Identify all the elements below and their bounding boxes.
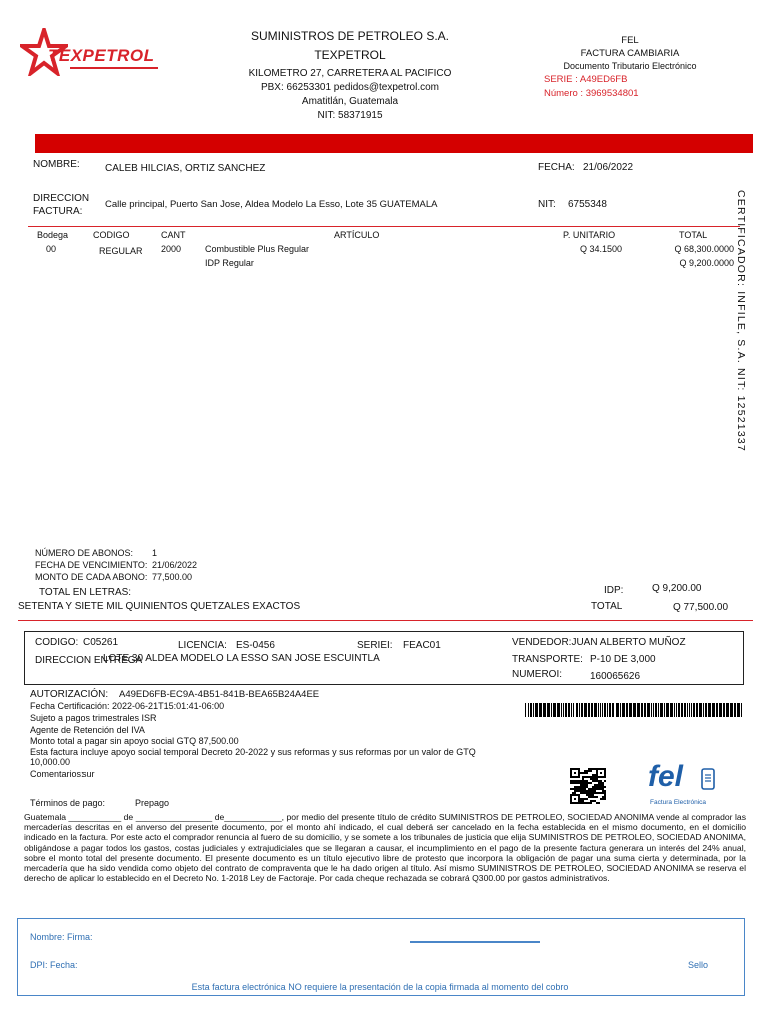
- codigo-label: CODIGO:: [35, 637, 79, 648]
- vencimiento-label: FECHA DE VENCIMIENTO:: [35, 560, 148, 570]
- serie-value: FEAC01: [403, 640, 441, 651]
- numero-label: NUMEROI:: [512, 669, 562, 680]
- signature-sello: Sello: [688, 960, 709, 970]
- customer-address: Calle principal, Puerto San Jose, Aldea Modelo La Esso, Lote 35 GUATEMALA: [105, 199, 438, 210]
- item-articulo-2: IDP Regular: [205, 258, 254, 268]
- certifier-label: CERTIFICADOR: INFILE, S.A. NIT: 12521337: [735, 190, 747, 452]
- terminos-label: Términos de pago:: [30, 798, 106, 808]
- legal-text: Guatemala ___________ de ________________ de____________, por medio del presente título de crédito SUMINISTROS DE PETROLEO, SOCIEDAD ANONIMA vende al comprador las mercaderías descritas en el anverso del presente documento, por el monto ahí indicado, el cual deberá ser cancelado en la fecha establecida en el mismo documento, en el domicilio indicado en la factura. Por este acto el comprador renuncia al fuero de su domicilio, y se somete a los tribunales de justicia que elija SUMINISTROS DE PETROLEO, SOCIEDAD ANONIMA, obligándose a pagar todos los gastos, costas judiciales y extrajudiciales que se llegaran a causar, el incumplimiento en el pago de la presente factura generara un interés del 24% anual, sobre el monto total del presente documento. El presente documento es un título ejecutivo libre de protesto que incorpora la obligación de pagar una suma cierta y determinada, por la mercadería que ha sido vendida como objeto del contrato de compraventa que le ha dado origen al título. Así mismo SUMINISTROS DE PETROLEO, SOCIEDAD ANONIMA se reserva el derecho de aplicar lo establecido en el Decreto No. 1-2018 Ley de Factoraje. Por cada cheque rechazada se cobrará Q300.00 por gastos administrativos.: [24, 812, 746, 884]
- col-cant: CANT: [161, 230, 186, 240]
- total-letters: SETENTA Y SIETE MIL QUINIENTOS QUETZALES EXACTOS: [18, 601, 301, 612]
- codigo-value: C05261: [83, 637, 119, 648]
- customer-address-label-2: FACTURA:: [33, 206, 83, 217]
- invoice-date: 21/06/2022: [583, 162, 634, 173]
- doc-type: FACTURA CAMBIARIA: [580, 48, 680, 59]
- signature-dpi: DPI: Fecha:: [30, 960, 78, 970]
- customer-address-label-1: DIRECCION: [33, 193, 90, 204]
- barcode-icon: [525, 703, 745, 717]
- col-bodega: Bodega: [37, 230, 69, 240]
- customer-nit-label: NIT:: [538, 199, 556, 210]
- licencia-value: ES-0456: [236, 640, 275, 651]
- doc-numero: Número : 3969534801: [544, 88, 639, 99]
- fel-logo: [646, 760, 718, 808]
- transporte-value: P-10 DE 3,000: [590, 654, 656, 665]
- vendedor: VENDEDOR:JUAN ALBERTO MUÑOZ: [512, 637, 686, 648]
- header-red-bar: [35, 134, 753, 153]
- total-letters-label: TOTAL EN LETRAS:: [39, 587, 132, 598]
- item-articulo: Combustible Plus Regular: [205, 244, 310, 254]
- vencimiento-value: 21/06/2022: [152, 560, 198, 570]
- company-address: KILOMETRO 27, CARRETERA AL PACIFICO: [248, 68, 452, 79]
- doc-subtitle: Documento Tributario Electrónico: [563, 61, 697, 71]
- licencia-label: LICENCIA:: [178, 640, 227, 651]
- col-unit-price: P. UNITARIO: [563, 230, 616, 240]
- item-total: Q 68,300.0000: [674, 244, 734, 254]
- company-brand: TEXPETROL: [314, 48, 386, 62]
- totals-line: [18, 620, 753, 621]
- customer-name-label: NOMBRE:: [33, 159, 80, 170]
- comentarios-value: sur: [82, 769, 95, 779]
- monto-abono-value: 77,500.00: [152, 572, 193, 582]
- monto-abono-label: MONTO DE CADA ABONO:: [35, 572, 148, 582]
- auth-line-3: Monto total a pagar sin apoyo social GTQ 87,500.00: [30, 736, 239, 746]
- delivery-address: LOTE 30 ALDEA MODELO LA ESSO SAN JOSE ESCUINTLA: [103, 653, 380, 664]
- delivery-label: DIRECCION ENTREGA: [35, 655, 143, 666]
- col-articulo: ARTÍCULO: [334, 230, 380, 240]
- abonos-value: 1: [152, 548, 158, 558]
- company-contact: PBX: 66253301 pedidos@texpetrol.com: [260, 82, 440, 93]
- auth-line-2: Agente de Retención del IVA: [30, 725, 145, 735]
- company-city: Amatitlán, Guatemala: [301, 96, 399, 107]
- fel-logo-text: fel: [648, 760, 684, 793]
- items-top-line: [28, 226, 740, 227]
- company-logo: [20, 28, 170, 78]
- transporte-label: TRANSPORTE:: [512, 654, 583, 665]
- auth-code: A49ED6FB-EC9A-4B51-841B-BEA65B24A4EE: [119, 689, 320, 700]
- signature-note: Esta factura electrónica NO requiere la presentación de la copia firmada al momento del cobro: [191, 982, 569, 992]
- col-total: TOTAL: [679, 230, 708, 240]
- fel-logo-sub: Factura Electrónica: [650, 799, 706, 806]
- total-value: Q 77,500.00: [673, 602, 729, 613]
- auth-line-5: 10,000.00: [30, 757, 71, 767]
- phone-icon: [701, 768, 715, 790]
- signature-line: [410, 941, 540, 943]
- invoice-date-label: FECHA:: [538, 162, 575, 173]
- auth-fecha-cert: Fecha Certificación: 2022-06-21T15:01:41-06:00: [30, 701, 225, 711]
- item-total-2: Q 9,200.0000: [679, 258, 734, 268]
- auth-label: AUTORIZACIÓN:: [30, 689, 109, 700]
- logo-text: TEXPETROL: [48, 46, 155, 65]
- idp-label: IDP:: [604, 585, 624, 596]
- item-cant: 2000: [161, 244, 182, 254]
- auth-line-4: Esta factura incluye apoyo social temporal Decreto 20-2022 y sus reformas y sus reformas por un valor de GTQ: [30, 747, 476, 757]
- serie-label: SERIEI:: [357, 640, 393, 651]
- comentarios-label: Comentarios:: [30, 769, 84, 779]
- total-label: TOTAL: [591, 601, 623, 612]
- terminos-value: Prepago: [135, 798, 170, 808]
- doc-serie: SERIE : A49ED6FB: [544, 74, 628, 85]
- numero-value: 160065626: [590, 671, 641, 682]
- company-nit: NIT: 58371915: [317, 110, 383, 121]
- item-codigo: REGULAR: [99, 246, 143, 256]
- logo-underline: [70, 67, 158, 69]
- company-name: SUMINISTROS DE PETROLEO S.A.: [250, 29, 450, 43]
- col-codigo: CODIGO: [93, 230, 130, 240]
- customer-nit: 6755348: [568, 199, 607, 210]
- signature-nombre: Nombre: Firma:: [30, 932, 93, 942]
- customer-name: CALEB HILCIAS, ORTIZ SANCHEZ: [105, 163, 266, 174]
- item-unit-price: Q 34.1500: [579, 244, 622, 254]
- abonos-label: NÚMERO DE ABONOS:: [35, 548, 134, 558]
- idp-value: Q 9,200.00: [652, 583, 702, 594]
- auth-line-1: Sujeto a pagos trimestrales ISR: [30, 713, 157, 723]
- item-bodega: 00: [46, 244, 57, 254]
- fel-label: FEL: [621, 35, 639, 46]
- qr-code-icon: [570, 768, 606, 804]
